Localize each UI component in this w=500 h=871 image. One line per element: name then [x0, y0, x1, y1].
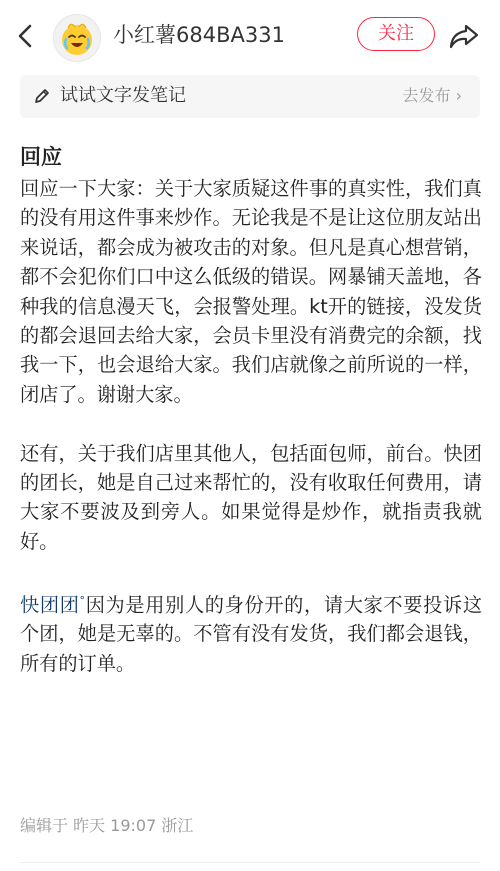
- pencil-icon: [32, 86, 52, 106]
- topic-tag-link[interactable]: 快团团: [20, 593, 80, 617]
- tag-link-icon: °: [79, 593, 86, 607]
- username[interactable]: 小红薯684BA331: [113, 23, 285, 47]
- paragraph-spacer: [20, 556, 482, 585]
- post-paragraph-text: 因为是用别人的身份开的，请大家不要投诉这个团，她是无辜的。不管有没有发货，我们都会退钱，所有的订单。: [20, 593, 483, 675]
- top-bar: [0, 0, 500, 72]
- follow-button[interactable]: 关注: [357, 17, 435, 51]
- avatar-emoji-icon: [54, 15, 100, 61]
- post-paragraph: 回应一下大家：关于大家质疑这件事的真实性，我们真的没有用这件事来炒作。无论我是不是让这位朋友站出来说话，都会成为被攻击的对象。但凡是真心想营销，都不会犯你们口中这么低级的错误。网暴铺天盖地，各种我的信息漫天飞，会报警处理。kt开的链接，没发货的都会退回去给大家，会员卡里没有消费完的余额，找我一下，也会退给大家。我们店就像之前所说的一样，闭店了。谢谢大家。: [20, 177, 482, 406]
- post-title: 回应: [20, 145, 62, 169]
- paragraph-spacer: [20, 409, 482, 438]
- text-note-prompt[interactable]: [20, 75, 480, 118]
- divider: [20, 862, 480, 863]
- go-publish-link[interactable]: 去发布 ›: [402, 86, 462, 105]
- edit-timestamp: 编辑于 昨天 19:07 浙江: [20, 816, 194, 835]
- back-arrow-icon[interactable]: [10, 20, 42, 52]
- post-paragraph-with-tag: [20, 586, 482, 679]
- post-content: [20, 174, 482, 678]
- post-paragraph: 还有，关于我们店里其他人，包括面包师，前台。快团的团长，她是自己过来帮忙的，没有收取任何费用，请大家不要波及到旁人。如果觉得是炒作，就指责我就好。: [20, 441, 482, 553]
- avatar[interactable]: [53, 14, 101, 62]
- note-prompt-label: 试试文字发笔记: [60, 85, 186, 106]
- share-icon[interactable]: [447, 20, 481, 52]
